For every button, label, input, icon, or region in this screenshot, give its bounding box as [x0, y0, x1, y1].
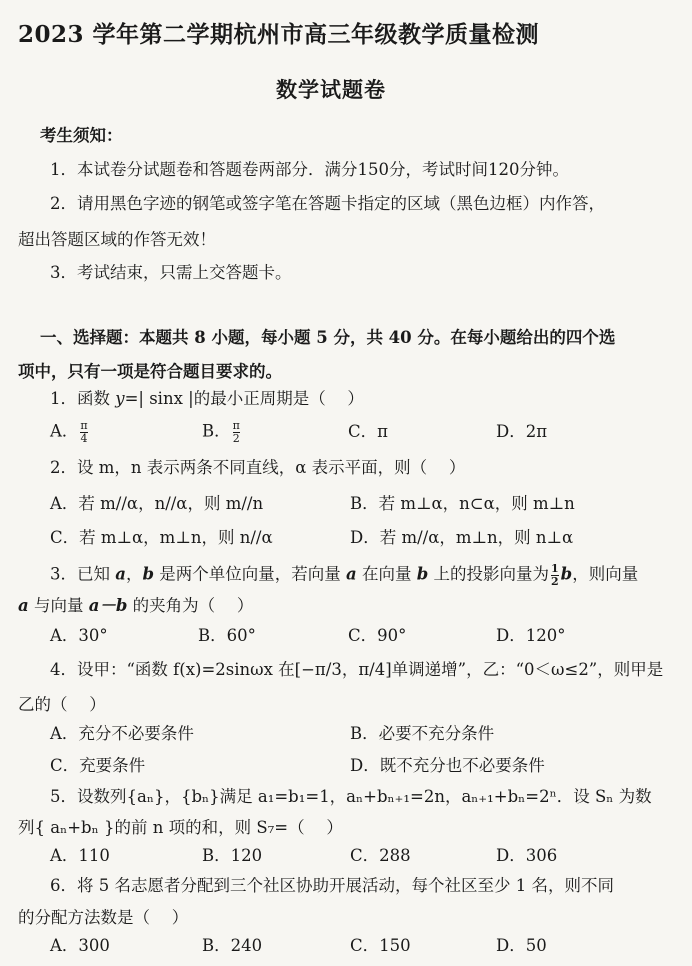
question-1-option-a: A． $\frac{\pi}{4}$: [50, 419, 88, 445]
question-3-stem-line1: 3．已知 a，b 是两个单位向量，若向量 a 在向量 b 上的投影向量为 $\frac{1}{2}$ b，则向量: [50, 562, 639, 588]
exam-title: 2023 学年第二学期杭州市高三年级教学质量检测: [18, 21, 540, 48]
question-6-stem-line2: 的分配方法数是（ ）: [18, 908, 189, 927]
question-5-option-c: C．288: [350, 846, 411, 865]
question-2-stem: 2．设 m，n 表示两条不同直线，α 表示平面，则（ ）: [50, 458, 466, 477]
question-1-stem: 1．函数 y=| sinx |的最小正周期是（ ）: [50, 389, 364, 408]
question-5-option-d: D．306: [496, 846, 558, 865]
section-heading-line2: 项中，只有一项是符合题目要求的。: [18, 362, 282, 381]
notice-item-1: 1．本试卷分试题卷和答题卷两部分．满分150分，考试时间120分钟。: [50, 160, 569, 179]
question-1-option-c: C．π: [348, 422, 388, 441]
question-4-option-d: D．既不充分也不必要条件: [350, 756, 545, 775]
question-4-option-a: A．充分不必要条件: [50, 724, 194, 743]
question-2-option-d: D．若 m//α，m⊥n，则 n⊥α: [350, 528, 574, 547]
question-4-stem-line2: 乙的（ ）: [18, 695, 106, 714]
exam-subtitle: 数学试题卷: [276, 77, 386, 102]
notice-heading: 考生须知：: [40, 126, 123, 145]
question-5-option-b: B．120: [202, 846, 263, 865]
question-6-stem-line1: 6．将 5 名志愿者分配到三个社区协助开展活动，每个社区至少 1 名，则不同: [50, 876, 614, 895]
question-1-option-b: B． $\frac{\pi}{2}$: [202, 419, 240, 445]
question-5-option-a: A．110: [50, 846, 110, 865]
question-3-option-a: A．30°: [50, 626, 108, 645]
question-5-stem-line2: 列{ aₙ+bₙ }的前 n 项的和，则 S₇=（ ）: [18, 818, 343, 837]
question-1-option-d: D．2π: [496, 422, 548, 441]
question-4-stem-line1: 4．设甲：“函数 f(x)=2sinωx 在[−π/3，π/4]单调递增”，乙：“0＜ω≤2”，则甲是: [50, 660, 664, 679]
question-3-stem-line2: a 与向量 a－b 的夹角为（ ）: [18, 596, 254, 615]
question-5-stem-line1: 5．设数列{aₙ}，{bₙ}满足 a₁=b₁=1，aₙ+bₙ₊₁=2n，aₙ₊₁+bₙ=2ⁿ．设 Sₙ 为数: [50, 787, 652, 806]
question-6-option-c: C．150: [350, 936, 411, 955]
notice-item-2b: 超出答题区域的作答无效！: [18, 230, 216, 249]
question-4-option-c: C．充要条件: [50, 756, 146, 775]
question-4-option-b: B．必要不充分条件: [350, 724, 495, 743]
question-2-option-a: A．若 m//α，n//α，则 m//n: [50, 494, 264, 513]
notice-item-3: 3．考试结束，只需上交答题卡。: [50, 263, 292, 282]
question-3-option-c: C．90°: [348, 626, 407, 645]
question-6-option-a: A．300: [50, 936, 110, 955]
question-6-option-d: D．50: [496, 936, 547, 955]
question-3-option-b: B．60°: [198, 626, 256, 645]
question-2-option-b: B．若 m⊥α，n⊂α，则 m⊥n: [350, 494, 575, 513]
notice-item-2a: 2．请用黑色字迹的钢笔或签字笔在答题卡指定的区域（黑色边框）内作答，: [50, 194, 605, 213]
question-2-option-c: C．若 m⊥α，m⊥n，则 n//α: [50, 528, 273, 547]
question-3-option-d: D．120°: [496, 626, 566, 645]
section-heading-line1: 一、选择题：本题共 8 小题，每小题 5 分，共 40 分。在每小题给出的四个选: [40, 328, 616, 347]
question-6-option-b: B．240: [202, 936, 263, 955]
